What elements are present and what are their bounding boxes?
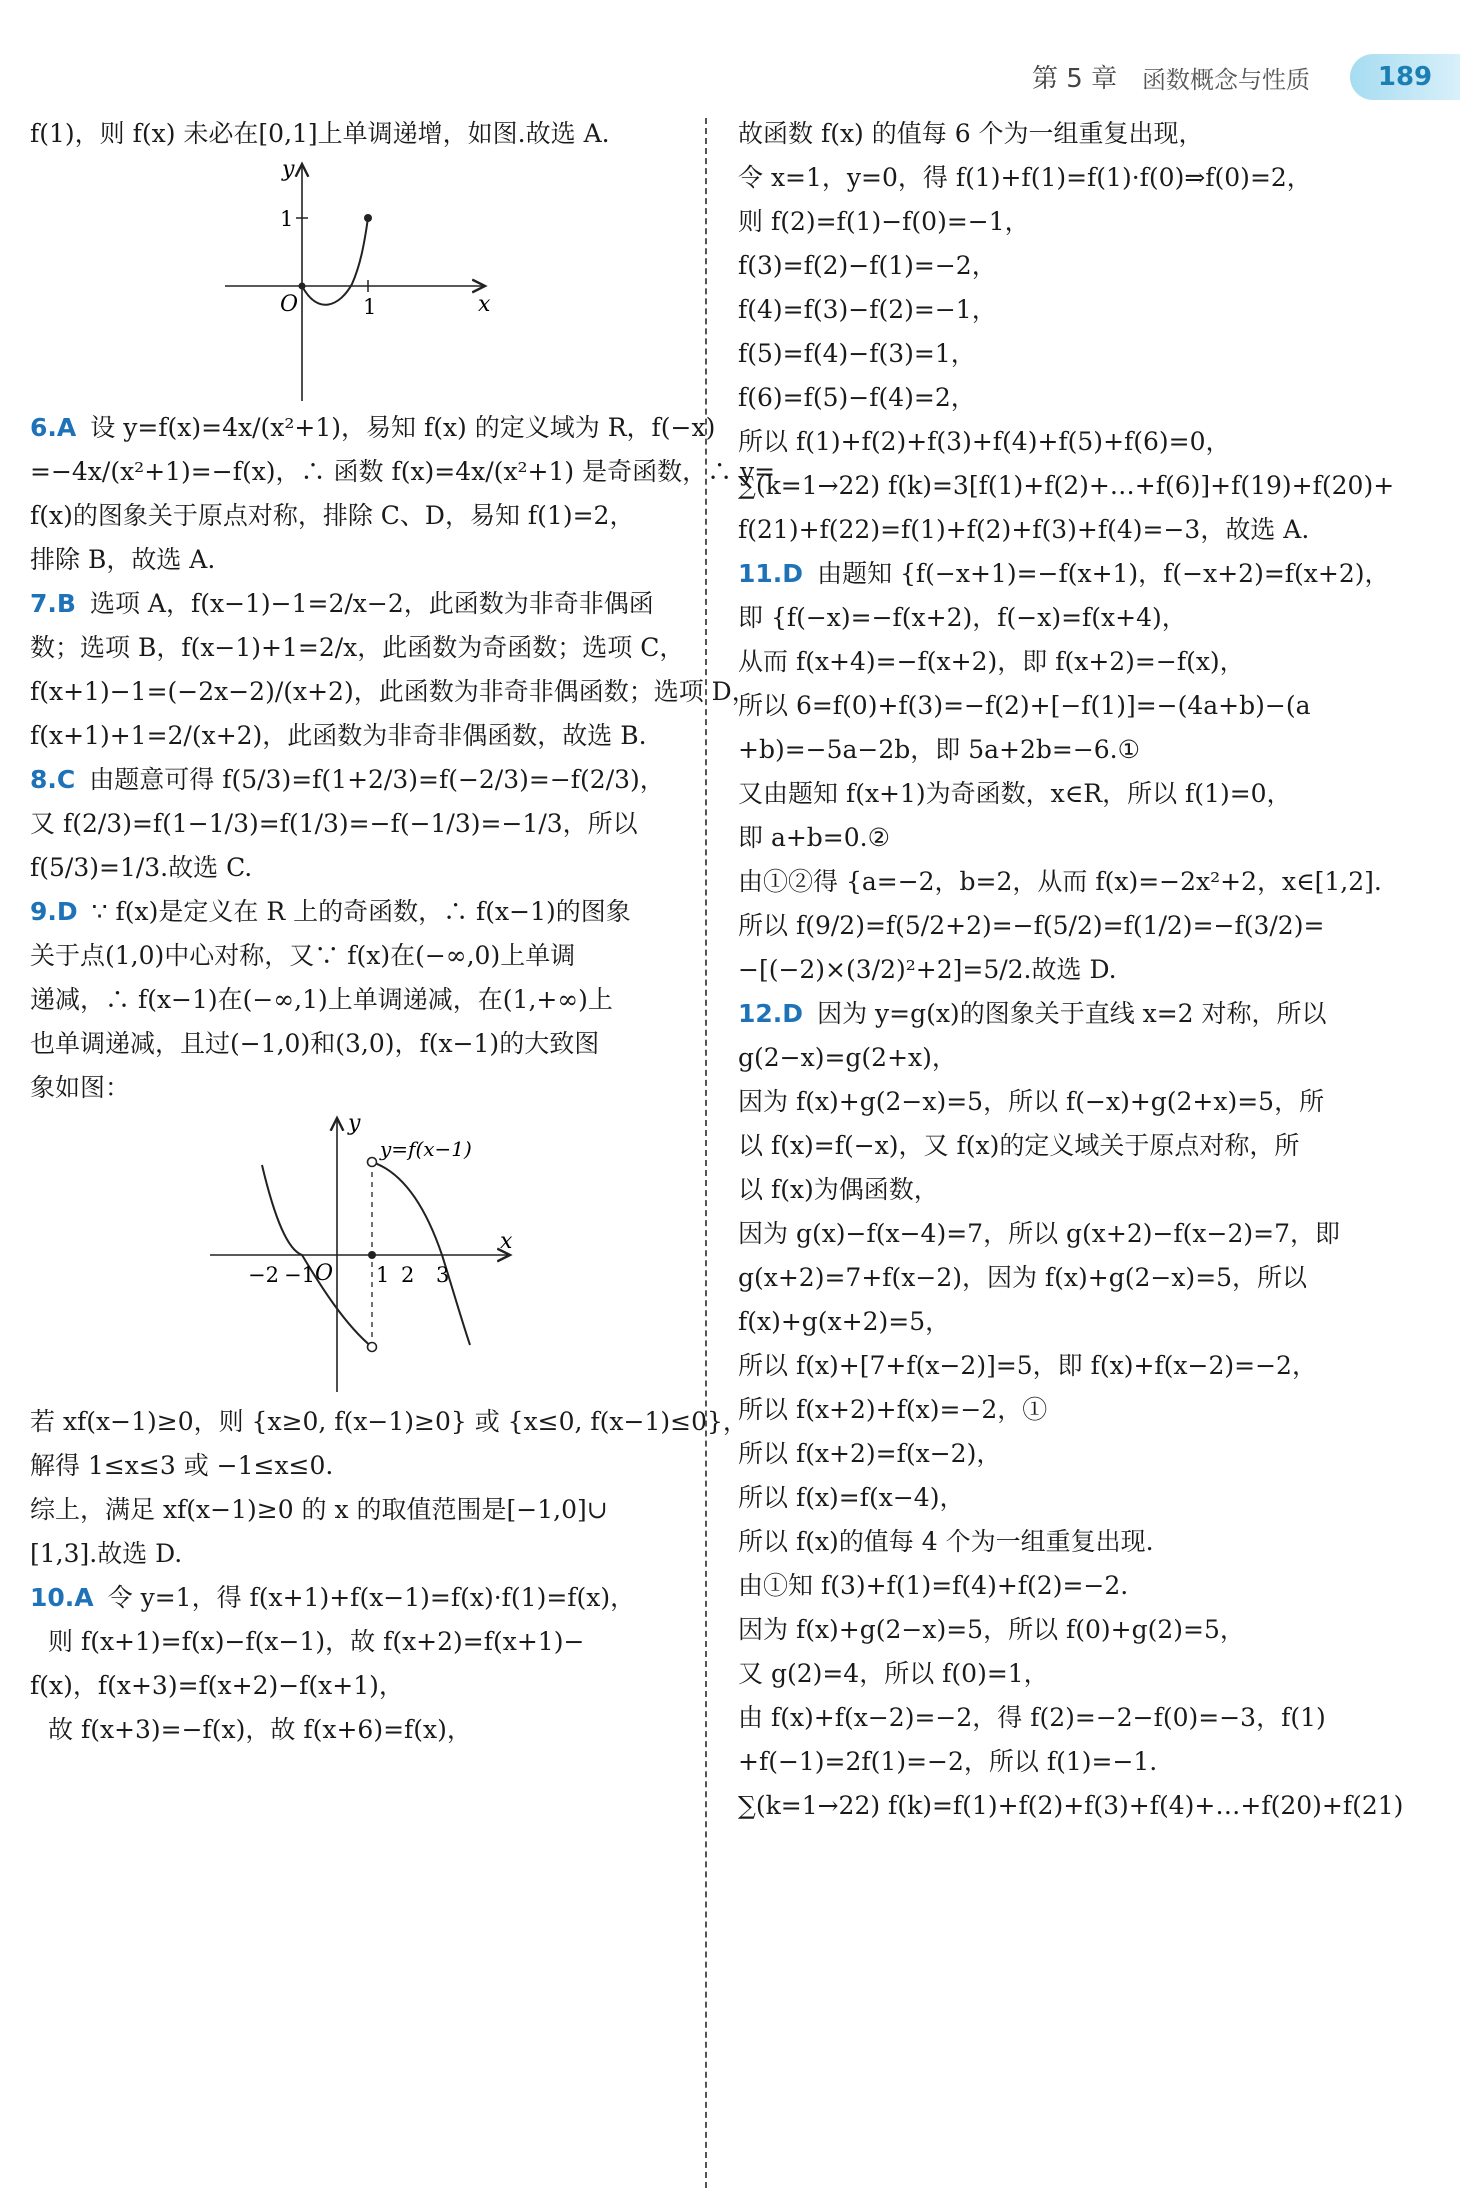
line-text: 从而 f(x+4)=−f(x+2)，即 f(x+2)=−f(x)， bbox=[738, 647, 1245, 676]
line-text: 也单调递减，且过(−1,0)和(3,0)，f(x−1)的大致图 bbox=[30, 1029, 600, 1058]
text-line bbox=[30, 846, 692, 890]
line-text: +f(−1)=2f(1)=−2，所以 f(1)=−1. bbox=[738, 1747, 1158, 1776]
text-line bbox=[30, 1532, 692, 1576]
line-text: 所以 f(x+2)+f(x)=−2，① bbox=[738, 1395, 1048, 1424]
text-line bbox=[738, 1476, 1450, 1520]
right-branch bbox=[372, 1162, 470, 1345]
line-text: f(1)，则 f(x) 未必在[0,1]上单调递增，如图.故选 A. bbox=[30, 119, 610, 148]
text-line bbox=[738, 1256, 1450, 1300]
text-line bbox=[738, 156, 1450, 200]
page-header bbox=[0, 0, 1480, 118]
line-text: 综上，满足 xf(x−1)≥0 的 x 的取值范围是[−1,0]∪ bbox=[30, 1495, 608, 1524]
text-line bbox=[738, 1784, 1450, 1828]
line-text: f(3)=f(2)−f(1)=−2， bbox=[738, 251, 997, 280]
question-number: 10. bbox=[30, 1583, 75, 1612]
line-text: 选项 A，f(x−1)−1=2/x−2，此函数为非奇非偶函 bbox=[89, 589, 654, 618]
line-text: 由①②得 {a=−2，b=2，从而 f(x)=−2x²+2，x∈[1,2]. bbox=[738, 867, 1382, 896]
line-text: f(x+1)−1=(−2x−2)/(x+2)，此函数为非奇非偶函数；选项 D， bbox=[30, 677, 757, 706]
line-text: 令 y=1，得 f(x+1)+f(x−1)=f(x)·f(1)=f(x)， bbox=[107, 1583, 636, 1612]
text-line bbox=[30, 714, 692, 758]
x-tick-label: −2 bbox=[248, 1263, 279, 1287]
line-text: −[(−2)×(3/2)²+2]=5/2.故选 D. bbox=[738, 955, 1117, 984]
text-line bbox=[30, 670, 757, 714]
text-line bbox=[738, 1388, 1450, 1432]
text-line bbox=[30, 626, 692, 670]
open-point-bottom bbox=[368, 1343, 377, 1352]
line-text: 由①知 f(3)+f(1)=f(4)+f(2)=−2. bbox=[738, 1571, 1129, 1600]
text-line bbox=[30, 1400, 748, 1444]
line-text: 即 a+b=0.② bbox=[738, 823, 891, 852]
text-line bbox=[738, 1608, 1450, 1652]
text-line bbox=[30, 1066, 692, 1110]
line-text: 所以 f(x+2)=f(x−2)， bbox=[738, 1439, 1002, 1468]
line-text: 由题意可得 f(5/3)=f(1+2/3)=f(−2/3)=−f(2/3)， bbox=[89, 765, 665, 794]
line-text: 递减，∴ f(x−1)在(−∞,1)上单调递减，在(1,+∞)上 bbox=[30, 985, 613, 1014]
line-text: 排除 B，故选 A. bbox=[30, 545, 216, 574]
line-text: 若 xf(x−1)≥0，则 {x≥0, f(x−1)≥0} 或 {x≤0, f(x−1)≤0}， bbox=[30, 1407, 748, 1436]
line-text: 关于点(1,0)中心对称，又∵ f(x)在(−∞,0)上单调 bbox=[30, 941, 576, 970]
line-text: 由 f(x)+f(x−2)=−2，得 f(2)=−2−f(0)=−3，f(1) bbox=[738, 1703, 1326, 1732]
question-line bbox=[30, 406, 716, 450]
x-axis-label: x bbox=[478, 292, 491, 317]
answer-letter: A bbox=[56, 413, 77, 442]
text-line bbox=[738, 860, 1450, 904]
line-text: f(x)+g(x+2)=5， bbox=[738, 1307, 951, 1336]
text-line bbox=[738, 948, 1450, 992]
question-number: 7. bbox=[30, 589, 57, 618]
line-text: [1,3].故选 D. bbox=[30, 1539, 183, 1568]
line-text: f(21)+f(22)=f(1)+f(2)+f(3)+f(4)=−3，故选 A. bbox=[738, 515, 1310, 544]
line-text: 因为 f(x)+g(2−x)=5，所以 f(0)+g(2)=5， bbox=[738, 1615, 1245, 1644]
y-tick-label: 1 bbox=[280, 207, 294, 231]
x-tick-label: 3 bbox=[436, 1263, 450, 1287]
line-text: 象如图： bbox=[30, 1073, 131, 1102]
line-text: 所以 f(9/2)=f(5/2+2)=−f(5/2)=f(1/2)=−f(3/2)= bbox=[738, 911, 1325, 940]
line-text: f(5)=f(4)−f(3)=1， bbox=[738, 339, 976, 368]
text-line bbox=[738, 772, 1450, 816]
question-number: 8. bbox=[30, 765, 57, 794]
text-line bbox=[30, 450, 776, 494]
page-number: 189 bbox=[1350, 54, 1460, 100]
line-text: f(x)的图象关于原点对称，排除 C、D，易知 f(1)=2， bbox=[30, 501, 635, 530]
text-line bbox=[738, 816, 1450, 860]
text-line bbox=[738, 1652, 1450, 1696]
line-text: 故 f(x+3)=−f(x)，故 f(x+6)=f(x)， bbox=[48, 1715, 472, 1744]
open-point-top bbox=[368, 1158, 377, 1167]
text-line bbox=[738, 1212, 1450, 1256]
line-text: 因为 y=g(x)的图象关于直线 x=2 对称，所以 bbox=[817, 999, 1327, 1028]
x-tick-label: 1 bbox=[363, 295, 377, 319]
line-text: ∵ f(x)是定义在 R 上的奇函数，∴ f(x−1)的图象 bbox=[91, 897, 631, 926]
question-line bbox=[30, 890, 692, 934]
line-text: 所以 6=f(0)+f(3)=−f(2)+[−f(1)]=−(4a+b)−(a bbox=[738, 691, 1311, 720]
line-text: f(4)=f(3)−f(2)=−1， bbox=[738, 295, 997, 324]
line-text: f(x+1)+1=2/(x+2)，此函数为非奇非偶函数，故选 B. bbox=[30, 721, 647, 750]
text-line bbox=[738, 376, 1450, 420]
text-line bbox=[738, 640, 1450, 684]
line-text: 所以 f(x)+[7+f(x−2)]=5，即 f(x)+f(x−2)=−2， bbox=[738, 1351, 1317, 1380]
text-line bbox=[738, 1432, 1450, 1476]
text-line bbox=[30, 494, 692, 538]
origin-label: O bbox=[315, 1261, 334, 1286]
line-text: 数；选项 B，f(x−1)+1=2/x，此函数为奇函数；选项 C， bbox=[30, 633, 685, 662]
chapter-title: 函数概念与性质 bbox=[1142, 66, 1310, 94]
line-text: =−4x/(x²+1)=−f(x)，∴ 函数 f(x)=4x/(x²+1) 是奇函数，∴ y= bbox=[30, 457, 776, 486]
line-text: 因为 f(x)+g(2−x)=5，所以 f(−x)+g(2+x)=5，所 bbox=[738, 1087, 1325, 1116]
line-text: 故函数 f(x) 的值每 6 个为一组重复出现， bbox=[738, 119, 1204, 148]
line-text: 设 y=f(x)=4x/(x²+1)，易知 f(x) 的定义域为 R，f(−x) bbox=[90, 413, 716, 442]
origin-label: O bbox=[280, 292, 299, 317]
question-line bbox=[30, 582, 692, 626]
text-line bbox=[738, 244, 1450, 288]
line-text: 因为 g(x)−f(x−4)=7，所以 g(x+2)−f(x−2)=7，即 bbox=[738, 1219, 1340, 1248]
text-line bbox=[738, 728, 1450, 772]
line-text: 以 f(x)为偶函数， bbox=[738, 1175, 939, 1204]
text-line bbox=[30, 112, 692, 156]
line-text: 由题知 {f(−x+1)=−f(x+1)，f(−x+2)=f(x+2)， bbox=[817, 559, 1390, 588]
question-line bbox=[30, 758, 692, 802]
figure-fx-minus-1-graph bbox=[30, 1110, 692, 1400]
question-line bbox=[738, 552, 1450, 596]
question-number: 12. bbox=[738, 999, 783, 1028]
question-number: 9. bbox=[30, 897, 57, 926]
line-text: 解得 1≤x≤3 或 −1≤x≤0. bbox=[30, 1451, 334, 1480]
text-line bbox=[738, 112, 1450, 156]
line-text: f(x)，f(x+3)=f(x+2)−f(x+1)， bbox=[30, 1671, 404, 1700]
answer-letter: D bbox=[56, 897, 78, 926]
answer-letter: B bbox=[56, 589, 76, 618]
line-text: 以 f(x)=f(−x)，又 f(x)的定义域关于原点对称，所 bbox=[738, 1131, 1300, 1160]
line-text: 则 f(2)=f(1)−f(0)=−1， bbox=[738, 207, 1030, 236]
text-line bbox=[30, 1022, 692, 1066]
text-line bbox=[738, 1124, 1450, 1168]
line-text: 又 g(2)=4，所以 f(0)=1， bbox=[738, 1659, 1049, 1688]
line-text: 所以 f(x)=f(x−4)， bbox=[738, 1483, 965, 1512]
text-line bbox=[738, 1696, 1450, 1740]
text-line bbox=[738, 904, 1450, 948]
text-line bbox=[738, 1080, 1450, 1124]
text-line bbox=[30, 1444, 692, 1488]
text-line bbox=[738, 1740, 1450, 1784]
text-line bbox=[738, 1036, 1450, 1080]
text-line bbox=[30, 978, 692, 1022]
endpoint bbox=[364, 214, 372, 222]
y-axis-label: y bbox=[348, 1111, 361, 1136]
text-line bbox=[30, 1664, 692, 1708]
x-tick-label: 2 bbox=[401, 1263, 415, 1287]
text-line bbox=[738, 508, 1450, 552]
question-line bbox=[738, 992, 1450, 1036]
text-line bbox=[738, 1300, 1450, 1344]
answer-letter: A bbox=[74, 1583, 94, 1612]
text-line bbox=[30, 1488, 692, 1532]
line-text: g(x+2)=7+f(x−2)，因为 f(x)+g(2−x)=5，所以 bbox=[738, 1263, 1308, 1292]
x-axis-label: x bbox=[500, 1229, 513, 1254]
x-tick-label: 1 bbox=[376, 1263, 390, 1287]
text-line bbox=[30, 802, 692, 846]
text-line bbox=[738, 1564, 1450, 1608]
text-line bbox=[738, 596, 1450, 640]
text-line bbox=[738, 464, 1450, 508]
question-line bbox=[30, 1576, 692, 1620]
line-text: g(2−x)=g(2+x)， bbox=[738, 1043, 957, 1072]
line-text: 所以 f(x)的值每 4 个为一组重复出现. bbox=[738, 1527, 1154, 1556]
text-line bbox=[738, 420, 1450, 464]
line-text: ∑(k=1→22) f(k)=3[f(1)+f(2)+…+f(6)]+f(19)+f(20)+ bbox=[738, 471, 1395, 500]
text-line bbox=[30, 1620, 692, 1664]
function-curve bbox=[302, 218, 368, 305]
text-line bbox=[738, 288, 1450, 332]
text-line bbox=[30, 1708, 692, 1752]
figure-cubic-graph bbox=[30, 156, 692, 406]
line-text: 即 {f(−x)=−f(x+2)，f(−x)=f(x+4)， bbox=[738, 603, 1187, 632]
line-text: 令 x=1，y=0，得 f(1)+f(1)=f(1)·f(0)⇒f(0)=2， bbox=[738, 163, 1312, 192]
origin-point bbox=[299, 283, 306, 290]
question-number: 11. bbox=[738, 559, 783, 588]
text-line bbox=[30, 934, 692, 978]
text-line bbox=[738, 332, 1450, 376]
line-text: f(5/3)=1/3.故选 C. bbox=[30, 853, 253, 882]
text-line bbox=[738, 1344, 1450, 1388]
text-line bbox=[738, 1168, 1450, 1212]
question-number: 6. bbox=[30, 413, 57, 442]
line-text: +b)=−5a−2b，即 5a+2b=−6.① bbox=[738, 735, 1141, 764]
text-line bbox=[738, 684, 1450, 728]
line-text: f(6)=f(5)−f(4)=2， bbox=[738, 383, 976, 412]
answer-letter: D bbox=[782, 999, 804, 1028]
answer-letter: C bbox=[56, 765, 76, 794]
right-column bbox=[738, 112, 1450, 1828]
text-line bbox=[738, 200, 1450, 244]
line-text: 又由题知 f(x+1)为奇函数，x∈R，所以 f(1)=0， bbox=[738, 779, 1292, 808]
answer-letter: D bbox=[782, 559, 804, 588]
text-line bbox=[738, 1520, 1450, 1564]
line-text: 又 f(2/3)=f(1−1/3)=f(1/3)=−f(−1/3)=−1/3，所以 bbox=[30, 809, 638, 838]
x-tick-label: −1 bbox=[284, 1263, 315, 1287]
line-text: 则 f(x+1)=f(x)−f(x−1)，故 f(x+2)=f(x+1)− bbox=[48, 1627, 585, 1656]
text-line bbox=[30, 538, 692, 582]
chapter-label: 第 5 章 bbox=[1032, 64, 1118, 94]
left-branch bbox=[262, 1165, 372, 1347]
point-1-0 bbox=[368, 1251, 376, 1259]
left-column bbox=[30, 112, 776, 1752]
line-text: 所以 f(1)+f(2)+f(3)+f(4)+f(5)+f(6)=0， bbox=[738, 427, 1231, 456]
line-text: ∑(k=1→22) f(k)=f(1)+f(2)+f(3)+f(4)+…+f(20)+f(21) bbox=[738, 1791, 1404, 1820]
y-axis-label: y bbox=[282, 157, 295, 182]
curve-label: y=f(x−1) bbox=[380, 1137, 472, 1161]
